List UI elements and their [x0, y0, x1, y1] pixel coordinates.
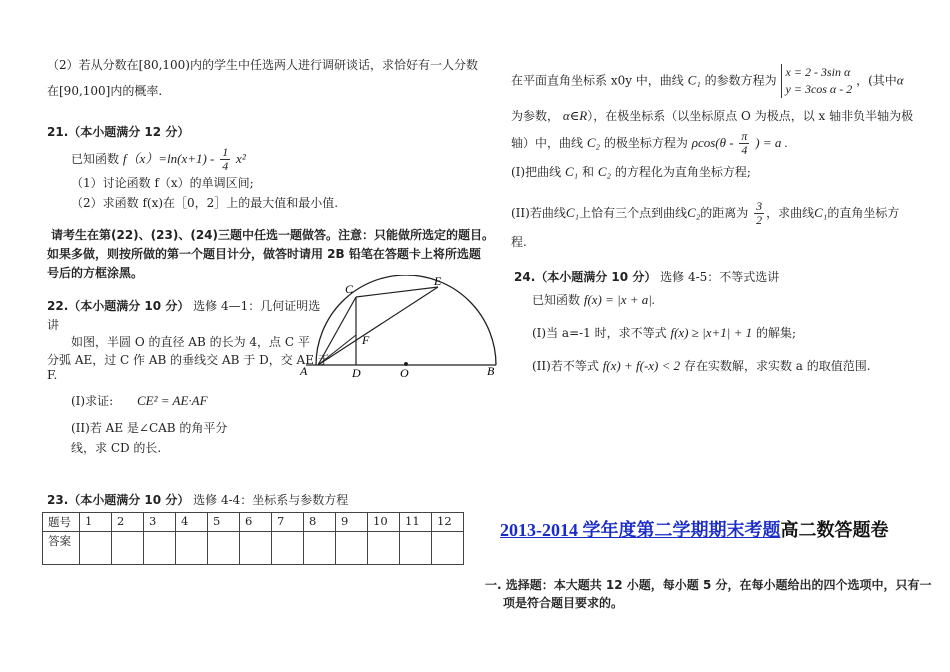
label-O: O — [400, 366, 409, 380]
q24-part1 — [532, 324, 796, 341]
q21-given-prefix: 已知函数 — [71, 152, 120, 166]
answer-cell[interactable] — [272, 532, 304, 565]
answer-cell[interactable] — [400, 532, 432, 565]
q21-part1: （1）讨论函数 f（x）的单调区间; — [71, 176, 254, 190]
q22-part2-cont: 线，求 CD 的长. — [71, 441, 162, 455]
q23-part1-curve2: C₂ — [597, 164, 612, 179]
answer-table-number: 6 — [240, 513, 272, 532]
answer-table-number: 2 — [112, 513, 144, 532]
answer-table-answer-label: 答案 — [43, 532, 80, 565]
q23-line3 — [511, 130, 788, 157]
answer-cell[interactable] — [240, 532, 272, 565]
q23-part2-c: 的距离为 — [700, 206, 749, 220]
segment-AE — [318, 287, 438, 365]
q23-alpha: α — [896, 72, 904, 88]
q23-intro: 在平面直角坐标系 x0y 中，曲线 — [511, 73, 684, 88]
q24-part1-ineq: f(x) ≥ |x+1| + 1 — [670, 325, 753, 340]
q23-heading-line — [47, 491, 348, 508]
q23-part1-c: 的方程化为直角坐标方程; — [614, 165, 751, 179]
q21-heading: 21.（本小题满分 12 分） — [47, 125, 190, 139]
q24-part2-b: 存在实数解，求实数 a 的取值范围. — [683, 359, 871, 373]
q23-part2-curve1: C₁ — [565, 205, 580, 220]
answer-table-number: 3 — [144, 513, 176, 532]
q23-line1 — [511, 64, 904, 98]
q23-three-halves — [754, 200, 764, 227]
q23-parametric-system — [781, 64, 853, 98]
q22-part1-label: (I)求证: — [71, 394, 114, 408]
q23-curve1: C₁ — [687, 72, 701, 88]
q22-heading: 22.（本小题满分 10 分） — [47, 299, 190, 313]
label-A: A — [300, 364, 308, 378]
q23-line2-a: 为参数， — [511, 109, 560, 123]
q23-part1-a: (I)把曲线 — [511, 165, 562, 179]
q24-part2-ineq: f(x) + f(-x) < 2 — [602, 358, 681, 373]
answer-table — [42, 512, 464, 565]
answer-sheet-title — [500, 516, 889, 542]
notice-line1: 请考生在第(22)、(23)、(24)三题中任选一题做答。注意：只能做所选定的题目。 — [51, 228, 495, 242]
answer-cell[interactable] — [432, 532, 464, 565]
answer-table-number: 8 — [304, 513, 336, 532]
q23-part2-e: 的直角坐标方 — [827, 206, 900, 220]
semicircle-figure — [296, 275, 504, 383]
answer-cell[interactable] — [304, 532, 336, 565]
answer-table-number: 4 — [176, 513, 208, 532]
q22-topic: 选修 4—1：几何证明选 — [193, 299, 321, 313]
label-B: B — [487, 364, 495, 378]
q22-part1-formula: CE² = AE·AF — [136, 393, 208, 408]
q23-line3-b: 的极坐标方程为 — [603, 136, 688, 150]
q24-part1-a: (I)当 a=-1 时，求不等式 — [532, 326, 667, 340]
answer-table-number: 1 — [80, 513, 112, 532]
q20-part2: （2）若从分数在[80,100)内的学生中任选两人进行调研谈话，求恰好有一人分数 — [47, 58, 478, 72]
q23-three: 3 — [756, 199, 763, 213]
q24-function: f(x) = |x + a|. — [583, 292, 656, 307]
q24-given-label: 已知函数 — [532, 293, 581, 307]
notice-line3: 号后的方框涂黑。 — [47, 266, 144, 280]
q22-body2: 分弧 AE，过 C 作 AB 的垂线交 AB 于 D，交 AE 于 — [47, 353, 330, 367]
q21-frac-num: 1 — [222, 145, 229, 159]
q22-heading-line — [47, 297, 320, 314]
q22-part1 — [71, 392, 208, 409]
section1-line2: 项是符合题目要求的。 — [503, 596, 624, 610]
answer-table-number: 9 — [336, 513, 368, 532]
q21-function: f（x）=ln(x+1) - — [122, 151, 215, 166]
q23-part2-f: 程. — [511, 235, 527, 249]
answer-sheet-title-rest: 高二数答题卷 — [780, 520, 889, 540]
q20-part2-cont: 在[90,100]内的概率. — [47, 84, 163, 98]
answer-table-answer-row — [43, 532, 464, 565]
q24-heading: 24.（本小题满分 10 分） — [514, 270, 657, 284]
q23-line2-b: α∈R — [562, 108, 588, 123]
answer-cell[interactable] — [368, 532, 400, 565]
q23-eq2: y = 3cos α - 2 — [785, 82, 853, 96]
q24-heading-line — [514, 268, 779, 285]
q23-curve2: C₂ — [586, 135, 601, 150]
q21-part2: （2）求函数 f(x)在［0，2］上的最大值和最小值. — [71, 196, 339, 210]
q22-topic-cont: 讲 — [47, 318, 60, 332]
answer-cell[interactable] — [144, 532, 176, 565]
section1-line1: 一. 选择题：本大题共 12 小题，每小题 5 分，在每小题给出的四个选项中，只有一 — [485, 578, 932, 592]
q23-line3-a: 轴）中，曲线 — [511, 136, 584, 150]
q23-line2 — [511, 107, 913, 124]
answer-table-number-row — [43, 513, 464, 532]
label-D: D — [352, 366, 361, 380]
q23-part2-d: ，求曲线 — [766, 206, 815, 220]
answer-cell[interactable] — [336, 532, 368, 565]
notice-line2: 如果多做，则按所做的第一个题目计分，做答时请用 2B 铅笔在答题卡上将所选题 — [47, 247, 481, 261]
q24-part2 — [532, 357, 871, 374]
q23-part2-b: 上恰有三个点到曲线 — [579, 206, 688, 220]
q23-part1-curve1: C₁ — [564, 164, 579, 179]
q23-four: 4 — [741, 143, 748, 157]
q23-eq1: x = 2 - 3sin α — [785, 65, 851, 79]
q21-given — [71, 146, 246, 173]
answer-table-row-label: 题号 — [43, 513, 80, 532]
q23-pi-over-4 — [739, 130, 749, 157]
q24-given — [532, 291, 655, 308]
q23-topic: 选修 4-4：坐标系与参数方程 — [193, 493, 349, 507]
q21-function-tail: x² — [236, 151, 246, 166]
q23-intro3: ，(其中 — [856, 73, 897, 88]
answer-cell[interactable] — [208, 532, 240, 565]
answer-table-number: 11 — [400, 513, 432, 532]
answer-cell[interactable] — [80, 532, 112, 565]
label-C: C — [345, 282, 354, 296]
q23-heading: 23.（本小题满分 10 分） — [47, 493, 190, 507]
segment-AF — [318, 335, 356, 365]
label-F: F — [362, 333, 370, 347]
q23-part2 — [511, 200, 899, 227]
answer-cell[interactable] — [176, 532, 208, 565]
answer-table-number: 7 — [272, 513, 304, 532]
answer-table-number: 5 — [208, 513, 240, 532]
q24-part2-a: (II)若不等式 — [532, 359, 599, 373]
q23-line2-c: ），在极坐标系（以坐标原点 O 为极点，以 x 轴非负半轴为极 — [587, 109, 914, 123]
q23-part2-a: (II)若曲线 — [511, 206, 566, 220]
q22-part2: (II)若 AE 是∠CAB 的角平分 — [71, 421, 228, 435]
answer-sheet-title-link[interactable]: 2013-2014 学年度第二学期期末考题 — [500, 520, 781, 540]
q24-topic: 选修 4-5：不等式选讲 — [660, 270, 780, 284]
q23-polar: ρcos(θ - — [691, 135, 734, 150]
q23-part1 — [511, 163, 751, 180]
answer-table-number: 12 — [432, 513, 464, 532]
q23-part2-curve1b: C₁ — [814, 205, 828, 220]
q23-intro2: 的参数方程为 — [704, 73, 777, 88]
label-E: E — [434, 275, 442, 288]
q23-two: 2 — [756, 213, 763, 227]
q21-frac-den: 4 — [222, 159, 229, 173]
answer-table-number: 10 — [368, 513, 400, 532]
q22-body1: 如图，半圆 O 的直径 AB 的长为 4，点 C 平 — [71, 335, 310, 349]
q21-fraction — [220, 146, 230, 173]
q23-part2-curve2: C₂ — [687, 205, 701, 220]
q23-pi: π — [741, 129, 748, 143]
q22-body3: F. — [47, 368, 58, 382]
answer-cell[interactable] — [112, 532, 144, 565]
q23-polar-tail: ) = a . — [755, 135, 788, 150]
q24-part1-b: 的解集; — [755, 326, 796, 340]
q23-part1-b: 和 — [581, 165, 594, 179]
